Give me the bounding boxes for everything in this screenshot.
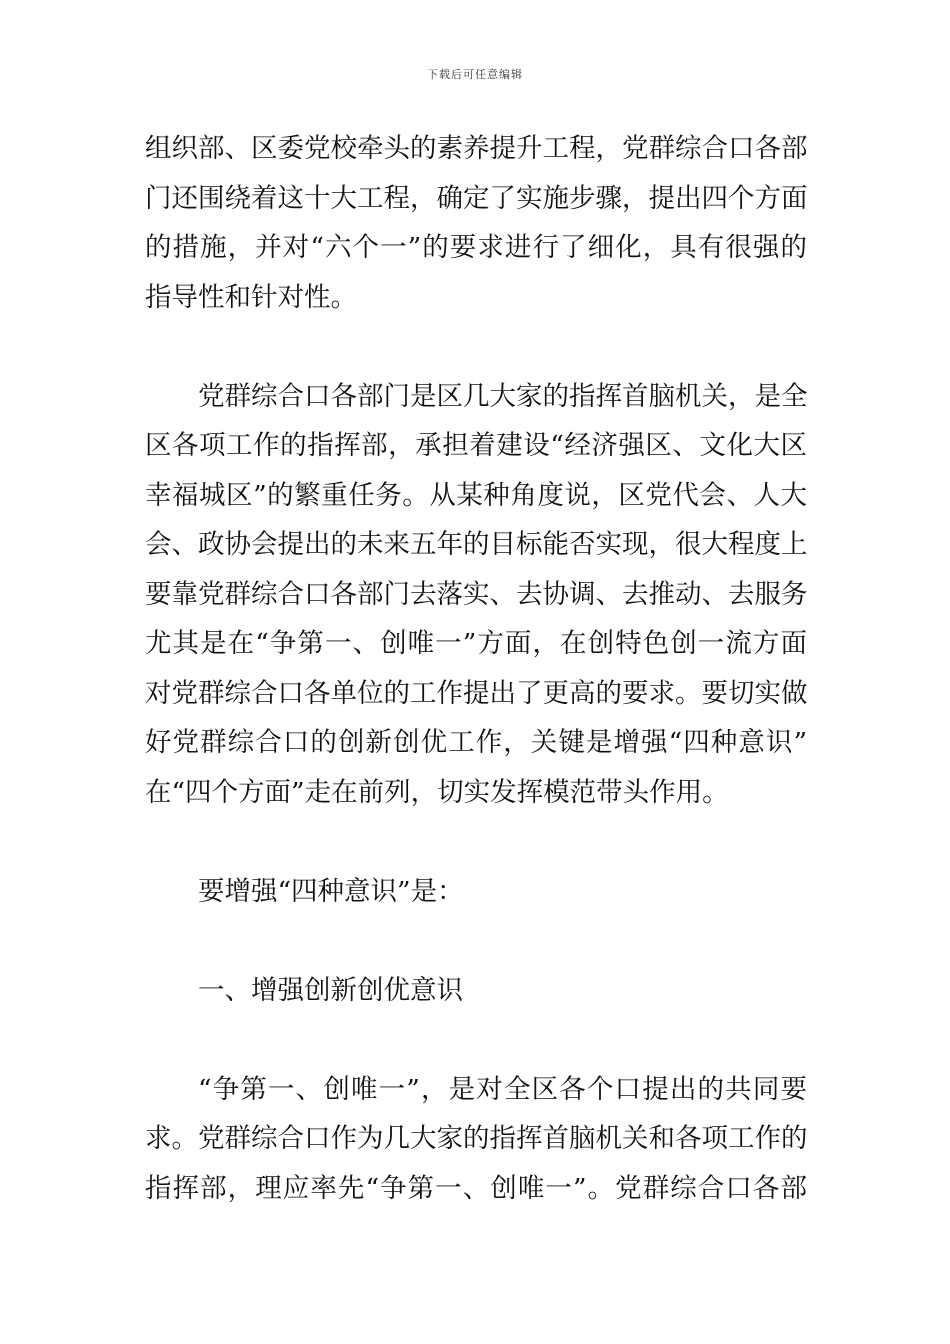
- text-line: 一、增强创新创优意识: [198, 974, 463, 1006]
- section-heading: [145, 966, 807, 1016]
- text-line: 求。党群综合口作为几大家的指挥首脑机关和各项工作的: [145, 1123, 808, 1154]
- text-line: 好党群综合口的创新创优工作，关键是增强“四种意识”: [145, 727, 807, 758]
- text-line: 尤其是在“争第一、创唯一”方面，在创特色创一流方面: [145, 628, 807, 659]
- paragraph-5: [145, 1065, 807, 1214]
- paragraph-1: [145, 124, 807, 322]
- paragraph-gap: [145, 916, 807, 966]
- text-line: 指导性和针对性。: [145, 281, 357, 313]
- text-line: 在“四个方面”走在前列，切实发挥模范带头作用。: [145, 776, 729, 808]
- text-line: 党群综合口各部门是区几大家的指挥首脑机关，是全: [198, 380, 808, 412]
- paragraph-3: [145, 867, 807, 917]
- paragraph-gap: [145, 322, 807, 372]
- text-line: 要增强“四种意识”是：: [198, 875, 464, 907]
- text-line: 要靠党群综合口各部门去落实、去协调、去推动、去服务: [145, 578, 808, 610]
- text-line: “争第一、创唯一”，是对全区各个口提出的共同要: [198, 1073, 807, 1105]
- text-line: 区各项工作的指挥部，承担着建设“经济强区、文化大区: [145, 430, 807, 461]
- download-note: 下载后可任意编辑: [427, 68, 523, 81]
- paragraph-gap: [145, 817, 807, 867]
- document-body: [145, 124, 807, 1213]
- text-line: 的措施，并对“六个一”的要求进行了细化，具有很强的: [145, 232, 807, 263]
- text-line: 会、政协会提出的未来五年的目标能否实现，很大程度上: [145, 529, 808, 560]
- text-line: 指挥部，理应率先“争第一、创唯一”。党群综合口各部: [145, 1172, 807, 1204]
- text-line: 对党群综合口各单位的工作提出了更高的要求。要切实做: [145, 677, 808, 709]
- paragraph-2: [145, 372, 807, 818]
- text-line: 门还围绕着这十大工程，确定了实施步骤，提出四个方面: [145, 182, 808, 214]
- paragraph-gap: [145, 1015, 807, 1065]
- text-line: 幸福城区”的繁重任务。从某种角度说，区党代会、人大: [145, 479, 807, 511]
- text-line: 组织部、区委党校牵头的素养提升工程，党群综合口各部: [145, 133, 808, 164]
